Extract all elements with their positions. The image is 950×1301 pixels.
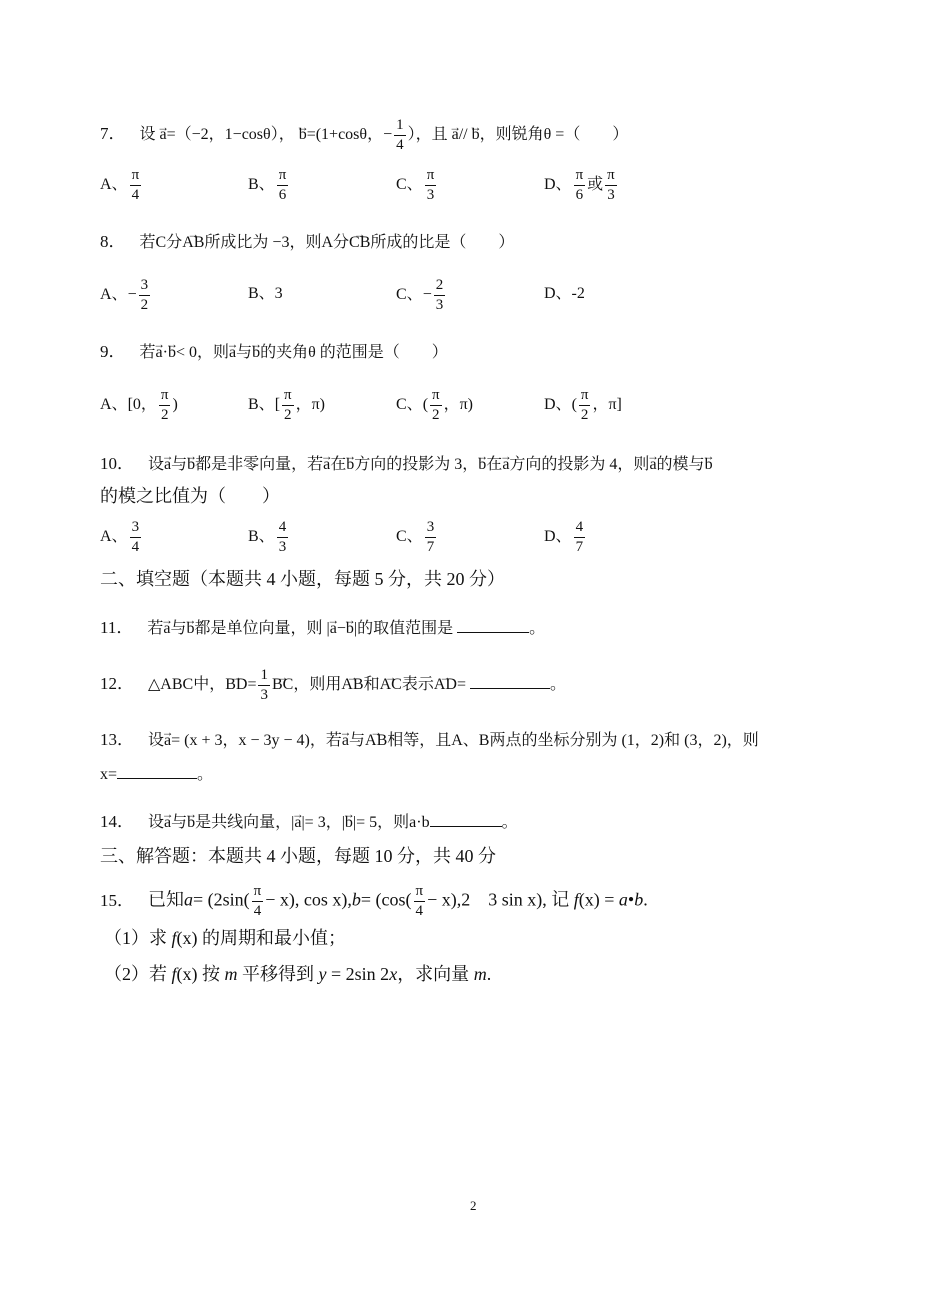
q9-option-d: D、( $\frac{\pi}{2}$ ，π] (544, 387, 622, 423)
q10-option-d: D、 $\frac{4}{7}$ (544, 519, 584, 555)
q8-option-c: C、− $\frac{2}{3}$ (396, 277, 444, 313)
q9-option-c: C、( $\frac{\pi}{2}$ ，π) (396, 387, 474, 423)
q10-option-a: A、 $\frac{3}{4}$ (100, 519, 140, 555)
section-3-heading: 三、解答题：本题共 4 小题，每题 10 分，共 40 分 (100, 846, 496, 866)
question-7: 7． 设 → a=（−2，1−cosθ）， → b=(1+cosθ，− $\frac{1}{4}$ ），且 → a// → b，则锐角θ =（ ） (100, 118, 628, 153)
question-13: 13． 设→ a= (x + 3，x − 3y − 4)，若→ a与→ AB相等，且A、B两点的坐标分别为 (1，2)和 (3，2)，则 (100, 730, 759, 751)
q11-answer-blank (457, 618, 529, 633)
q9-option-a: A、[0， $\frac{\pi}{2}$ ) (100, 387, 178, 423)
q13-answer-blank (117, 764, 197, 779)
q10-option-b: B、 $\frac{4}{3}$ (248, 519, 287, 555)
page-number: 2 (470, 1198, 477, 1213)
q12-answer-blank (470, 674, 550, 689)
question-10: 10． 设→ a与→ b都是非零向量，若→ a在→ b方向的投影为 3，→ b在→ a方向的投影为 4，则→ a的模与→ b (100, 454, 713, 475)
question-10-line2: 的模之比值为（ ） (100, 486, 280, 506)
q7-option-b: B、 $\frac{\pi}{6}$ (248, 167, 287, 203)
question-9: 9． 若→ a·→ b< 0，则→ a与→ b的夹角θ 的范围是（ ） (100, 342, 448, 363)
q9-option-b: B、[ $\frac{\pi}{2}$ ，π) (248, 387, 326, 423)
q7-option-d: D、 $\frac{\pi}{6}$ 或 $\frac{\pi}{3}$ (544, 167, 615, 203)
question-15: 15． 已知a= (2sin( $\frac{\pi}{4}$ − x), cos x),b= (cos( $\frac{\pi}{4}$ − x),2 3 sin x), 记 f(x) = a•b. (100, 883, 648, 919)
question-8: 8． 若C分→ AB所成比为 −3，则A分→ CB所成的比是（ ） (100, 232, 514, 253)
q10-option-c: C、 $\frac{3}{7}$ (396, 519, 435, 555)
q7-option-a: A、 $\frac{\pi}{4}$ (100, 167, 140, 203)
q8-option-d: D、-2 (544, 285, 585, 302)
section-2-heading: 二、填空题（本题共 4 小题，每题 5 分，共 20 分） (100, 569, 505, 589)
question-15-part-2: （2）若 f(x) 按 m 平移得到 y = 2sin 2x，求向量 m. (104, 964, 492, 984)
q7-option-c: C、 $\frac{\pi}{3}$ (396, 167, 435, 203)
question-15-part-1: （1）求 f(x) 的周期和最小值； (104, 928, 347, 948)
question-14: 14． 设→ a与→ b是共线向量，|→ a|= 3，|→ b|= 5，则a·b 。 (100, 812, 518, 833)
q14-answer-blank (430, 812, 502, 827)
question-11: 11． 若→ a与→ b都是单位向量，则 |→ a−→ b|的取值范围是 。 (100, 618, 545, 639)
q8-option-a: A、− $\frac{3}{2}$ (100, 277, 149, 313)
question-13-line2: x= 。 (100, 766, 214, 783)
q8-option-b: B、3 (248, 285, 283, 302)
question-12: 12． △ABC中，→ BD= $\frac{1}{3}$ → BC，则用→ AB和→ AC表示→ AD= 。 (100, 668, 566, 703)
